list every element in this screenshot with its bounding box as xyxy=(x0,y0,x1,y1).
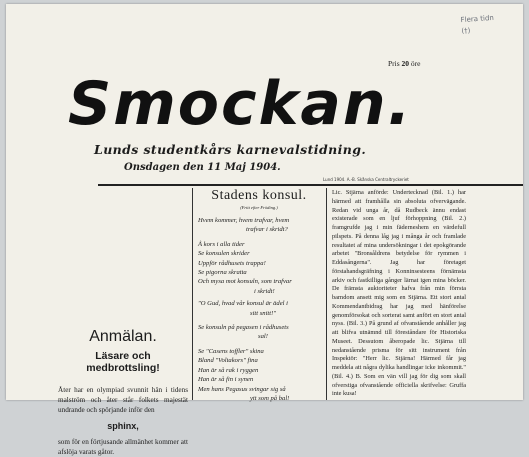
poem-line: Uppför rådhusets trappa! xyxy=(198,259,266,267)
printer-note: Lund 1904. A.-B. Skånska Centraltryckeriet xyxy=(323,177,409,182)
poem-line: Han är så rak i ryggen xyxy=(198,366,259,374)
column-article: Lic. Stjärna anförde: Undertecknad (Bil. 1.) har härmed att framhålla sin absoluta ofvervägande. Redan vid unga år, då Rudbeck ännu endast existerade som en ljuf förhoppning (Bil. 2.) framgrufde jag i min fäderneshem en värdefull pilspets. På denna låg jag i många år och framlade resultatet af mina undersökningar i det epokgörande arbetet "Bronsåldrens betydelse för rymmen i Eddasångerna". Jag har företaget förstahandsgräfning i Konninsesteens förnämsta arkiv och fastkilliga gånger lärnat igen mina böcker. De främsta auktoriteter hafva från min förrsta barndom ansett mig som en Stjärna. Ett stort antal Kommendantbidrag har jag med hänförelse genomförsokat och sorterat samt anfört en stort antal nyss. (Bil. 3.) På grund af ofvanstående anhåller jag att blifva utnämnd till föreståndare för Historiska Museet. Dessutom åberopade lic. Stjärna till nedanstående prisma för sitt instrument från Inspektör: "Herr lic. Stjärna! Härmed får jag meddela att några dylika handlingar icke inkommit." (Bil. 4.) B. Som en vän vill jag för dig som skall ofverstiga ofvanstående officiella skrifvelse: Gruffa inte kusa! xyxy=(332,189,466,398)
handwritten-note-line: (†) xyxy=(461,26,471,35)
poem-line: Se konsulen skrider xyxy=(198,250,250,258)
announcement-paragraph: som för en förtjusande allmänhet kommer att afslöja varats gåtor. xyxy=(58,438,188,456)
poem-line: Se konsuln på pegasen i rådhusets xyxy=(198,324,289,332)
poem-line: Han är så fin i synen xyxy=(198,376,254,384)
poem-line: i skridt! xyxy=(254,287,275,295)
handwritten-note xyxy=(460,13,495,36)
price-unit: öre xyxy=(410,59,421,68)
price-label xyxy=(388,59,421,68)
poem-line: trafvar i skridt? xyxy=(246,226,288,234)
poem-line: Se pigorna skratta xyxy=(198,269,247,277)
poem-line: Se "Casens toffler" skina xyxy=(198,347,264,355)
poem-line: Hvem kommer, hvem trafvar, hvem xyxy=(198,217,290,224)
announcement-highlight: sphinx, xyxy=(107,421,139,431)
poem-body xyxy=(198,216,320,403)
masthead-subtitle: Lunds studentkårs karnevalstidning. xyxy=(94,142,367,157)
poem-line: Å kors i alla tider xyxy=(198,240,245,248)
price-word: Pris xyxy=(388,59,400,68)
column-announcement xyxy=(58,190,188,457)
poem-line: sitt snitt!" xyxy=(250,309,277,317)
poem-line: "O Gud, hvad vår konsul är ädel i xyxy=(198,300,288,308)
dateline: Onsdagen den 11 Maj 1904. xyxy=(124,162,281,173)
poem-note: (Fritt efter Fröding.) xyxy=(240,205,278,210)
column-divider xyxy=(192,188,193,400)
announcement-paragraph: Åter har en olympiad svunnit hän i tidens malström och åter står folkets majestät undrande och spörjande inför den xyxy=(58,386,188,414)
poem-line: Men hans Pegasus svingar sig så xyxy=(198,385,286,393)
poem-line: ytt som på bal! xyxy=(250,394,290,402)
price-amount: 20 xyxy=(401,59,410,68)
poem-line: Och mysa mot konsuln, som trafvar xyxy=(198,278,292,286)
newspaper-page xyxy=(6,4,523,456)
announcement-heading: Anmälan. xyxy=(89,328,157,345)
column-poem xyxy=(198,188,320,403)
poem-title: Stadens konsul. xyxy=(211,188,307,203)
announcement-subheading: Läsare och medbrottsling! xyxy=(86,350,160,374)
header-rule xyxy=(98,184,523,186)
column-divider xyxy=(326,188,327,400)
poem-line: Bland "Voltakors" fina xyxy=(198,357,258,365)
poem-line: sal! xyxy=(258,333,268,341)
masthead-title: Smockan. xyxy=(68,69,413,139)
handwritten-note-line: Flera tidn xyxy=(460,13,495,25)
